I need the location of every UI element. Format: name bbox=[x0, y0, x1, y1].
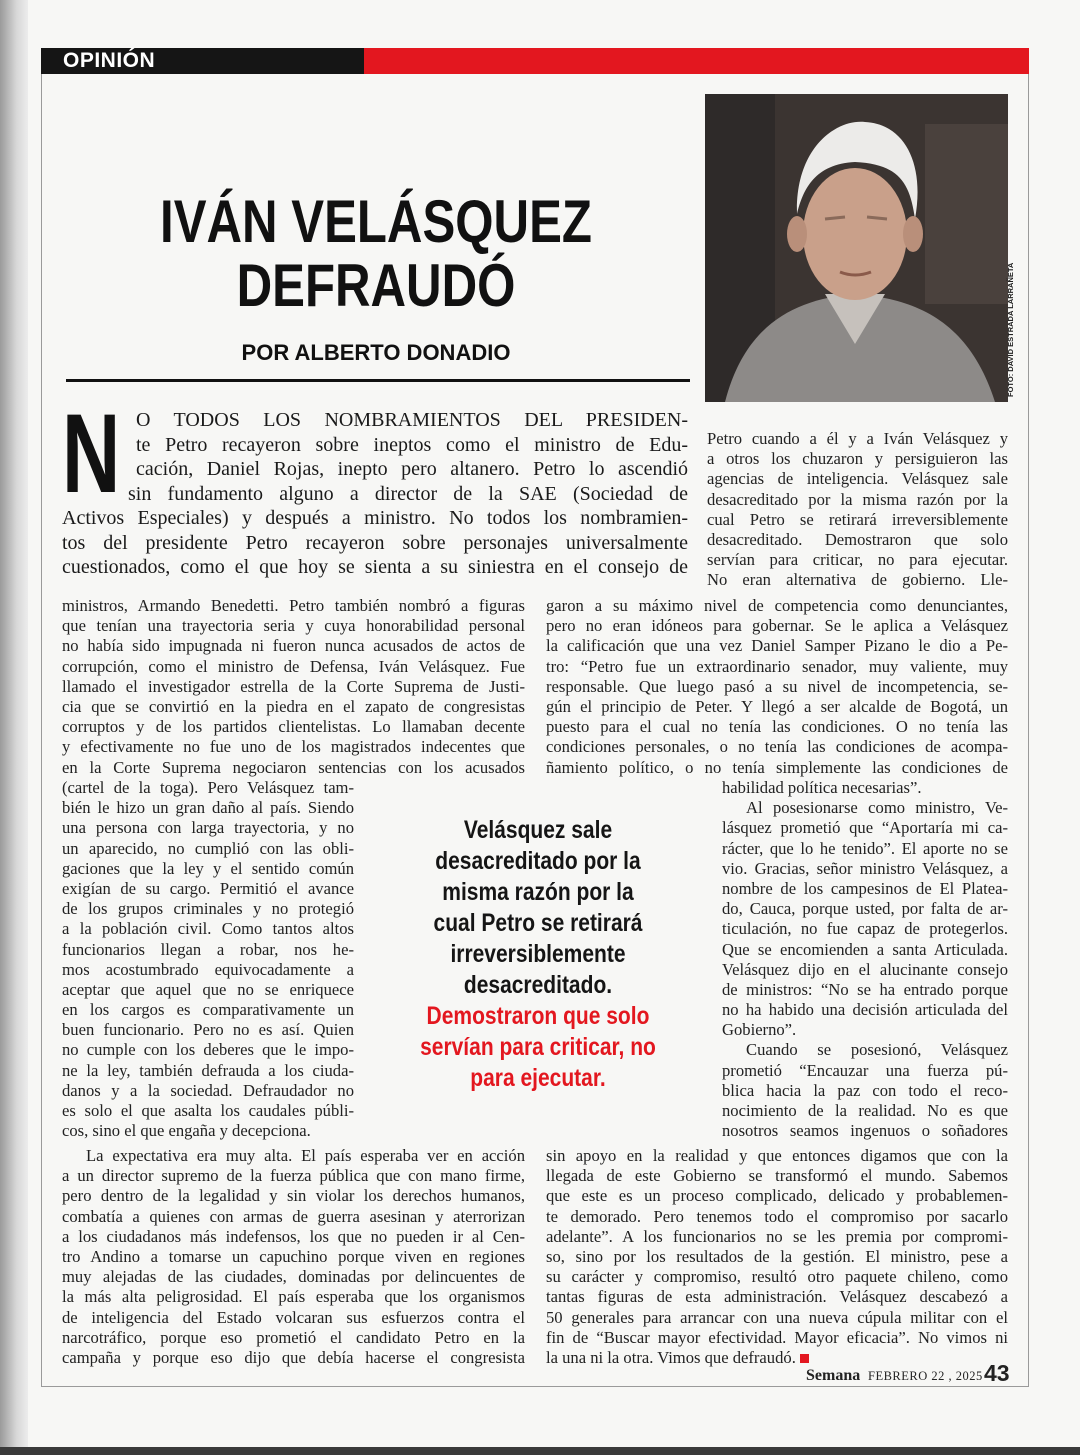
text-line: puesto para el cual no tenía las condiciones. O no tenía las bbox=[546, 717, 1008, 737]
text-line: Al posesionarse como ministro, Ve- bbox=[746, 798, 1008, 818]
text-line: de inteligencia del Estado volcaran sus esfuerzos contra el bbox=[62, 1307, 525, 1327]
text-line: funcionarios llegan a robar, nos he- bbox=[62, 939, 354, 959]
text-line: nosotros seamos ingenuos o soñadores bbox=[722, 1121, 1008, 1141]
text-line: ne la ley, también defrauda a los ciuda- bbox=[62, 1060, 354, 1080]
pull-quote-line: irreversiblemente bbox=[450, 940, 626, 968]
text-line: lásquez prometió que “Aportaría mi ca- bbox=[722, 818, 1008, 838]
text-line: de ministros: “No se ha entrado porque bbox=[722, 979, 1008, 999]
text-line: a los ciudadanos más indefensos, los que no pueden ir al Cen- bbox=[62, 1226, 525, 1246]
headline-line-2: DEFRAUDÓ bbox=[236, 252, 516, 319]
pull-quote-line: desacreditado por la bbox=[435, 847, 641, 875]
closing-line-text: la una ni la otra. Vimos que defraudó. bbox=[546, 1347, 796, 1367]
pull-quote-highlight-line: servían para criticar, no bbox=[420, 1033, 656, 1061]
text-line: so, sino por los resultados de la gestión. El ministro, pese a bbox=[546, 1246, 1008, 1266]
text-line: vio. Gracias, señor ministro Velásquez, a bbox=[722, 858, 1008, 878]
text-line: exigían de su cargo. Permitió el avance bbox=[62, 878, 354, 898]
text-line: a otros los chuzaron y persiguieron las bbox=[707, 449, 1008, 469]
author-subject-photo bbox=[705, 94, 1008, 402]
text-line: bién le hizo un gran daño al país. Siendo bbox=[62, 798, 354, 818]
text-line: en los cargos es comparativamente un bbox=[62, 1000, 354, 1020]
pull-quote-line: Velásquez sale bbox=[463, 816, 613, 844]
text-line: la más alta peligrosidad. El país esperaba que los organismos bbox=[62, 1287, 525, 1307]
right-column-top bbox=[707, 429, 1008, 591]
drop-cap: N bbox=[62, 391, 121, 516]
right-column-wide-1 bbox=[546, 596, 1008, 778]
left-column-wide-1 bbox=[62, 596, 525, 778]
section-label: OPINIÓN bbox=[63, 49, 156, 72]
text-line: su carácter y compromiso, resultó otro paquete chileno, como bbox=[546, 1267, 1008, 1287]
text-line: responsable. Que luego pasó a su nivel de incompetencia, se- bbox=[546, 676, 1008, 696]
text-line: (cartel de la toga). Pero Velásquez tam- bbox=[62, 778, 354, 797]
text-line: Velásquez dijo en el alucinante consejo bbox=[722, 959, 1008, 979]
text-line: Cuando se posesionó, Velásquez bbox=[746, 1040, 1008, 1060]
text-line: desacreditado. Demostraron que solo bbox=[707, 529, 1008, 549]
text-line: narcotráfico, porque eso prometió el candidato Petro en la bbox=[62, 1327, 525, 1347]
right-column-narrow bbox=[722, 778, 1008, 1141]
text-line: llegada de este Gobierno se transformó el mundo. Sabemos bbox=[546, 1166, 1008, 1186]
text-line: buen funcionario. Pero no es así. Quien bbox=[62, 1020, 354, 1040]
text-line: llamado el investigador estrella de la Corte Suprema de Justi- bbox=[62, 676, 525, 696]
text-line: ministros, Armando Benedetti. Petro también nombró a figuras bbox=[62, 596, 525, 615]
text-line: ñamiento político, o no tenía simplemente las condiciones de bbox=[546, 757, 1008, 777]
text-line: garon a su máximo nivel de competencia como denunciantes, bbox=[546, 596, 1008, 615]
text-line: gaciones que la ley y el sentido común bbox=[62, 858, 354, 878]
text-line: de los grupos criminales y no protegió bbox=[62, 899, 354, 919]
intro-line: cuestionados, como el que hoy se sienta a su siniestra en el consejo de bbox=[62, 556, 688, 578]
text-line: la calificación que una vez Daniel Samper Pizano le dio a Pe- bbox=[546, 636, 1008, 656]
text-line: danos y a la sociedad. Defraudador no bbox=[62, 1080, 354, 1100]
text-line: fin de “Buscar mayor efectividad. Mayor eficacia”. No vimos ni bbox=[546, 1327, 1008, 1347]
text-line: en la Corte Suprema negociaron sentencias con los acusados bbox=[62, 757, 525, 777]
pull-quote-line: desacreditado. bbox=[463, 971, 613, 999]
text-line: sin apoyo en la realidad y que entonces digamos que con la bbox=[546, 1146, 1008, 1165]
text-line: campaña y porque eso dijo que debía hacerse el congresista bbox=[62, 1347, 525, 1367]
text-line: mos acostumbrado equivocadamente a bbox=[62, 959, 354, 979]
text-line: combatía a quienes con armas de guerra asesinan y aterrorizan bbox=[62, 1206, 525, 1226]
article-byline: POR ALBERTO DONADIO bbox=[241, 340, 511, 365]
pull-quote-line: cual Petro se retirará bbox=[433, 909, 643, 937]
text-line: Petro cuando a él y a Iván Velásquez y bbox=[707, 429, 1008, 448]
section-header-bar bbox=[41, 48, 1029, 74]
text-line: servían para criticar, no para ejecutar. bbox=[707, 550, 1008, 570]
intro-line: Activos Especiales) y después a ministro. No todos los nombramien- bbox=[62, 507, 688, 529]
text-line: que tenían una trayectoria seria y cuya honorabilidad personal bbox=[62, 616, 525, 636]
intro-line: O TODOS LOS NOMBRAMIENTOS DEL PRESIDEN- bbox=[136, 409, 688, 431]
text-line: tro: “Petro fue un extraordinario senador, muy valiente, muy bbox=[546, 656, 1008, 676]
text-line: agencias de inteligencia. Velásquez sale bbox=[707, 469, 1008, 489]
text-line: y efectivamente no fue uno de los magistrados indecentes que bbox=[62, 737, 525, 757]
bottom-edge-strip bbox=[0, 1447, 1080, 1455]
left-column-wide-2 bbox=[62, 1146, 525, 1368]
text-line: te demorado. Pero tenemos todo el compromiso por sacarlo bbox=[546, 1206, 1008, 1226]
pull-quote bbox=[392, 815, 684, 1094]
right-column-wide-2 bbox=[546, 1146, 1008, 1368]
page-footer bbox=[806, 1362, 1016, 1390]
text-line: a un director supremo de la fuerza pública que con mano firme, bbox=[62, 1166, 525, 1186]
article-headline bbox=[122, 190, 630, 318]
text-line: nombre de los campesinos de El Platea- bbox=[722, 878, 1008, 898]
text-line: Gobierno”. bbox=[722, 1020, 797, 1040]
photo-credit: FOTO: DAVID ESTRADA LARRAÑETA bbox=[1006, 262, 1015, 398]
text-line: habilidad política necesarias”. bbox=[722, 778, 922, 797]
text-line: La expectativa era muy alta. El país esperaba ver en acción bbox=[86, 1146, 525, 1165]
headline-line-1: IVÁN VELÁSQUEZ bbox=[160, 188, 592, 255]
text-line: condiciones personales, o no tenía las condiciones de acompa- bbox=[546, 737, 1008, 757]
text-line: cos, sino el que engaña y decepciona. bbox=[62, 1121, 311, 1141]
text-line: 50 generales para arrancar con una nueva cúpula militar con el bbox=[546, 1307, 1008, 1327]
text-line: tantas figuras de esta administración. Velásquez descabezó a bbox=[546, 1287, 1008, 1307]
page-number: 43 bbox=[984, 1360, 1010, 1386]
left-column-narrow bbox=[62, 778, 354, 1141]
text-line: prometió “Encauzar una fuerza pú- bbox=[722, 1060, 1008, 1080]
text-line: pero dentro de la legalidad y sin violar los derechos humanos, bbox=[62, 1186, 525, 1206]
text-line: corruptos y de los partidos clientelistas. Lo llamaban decente bbox=[62, 717, 525, 737]
portrait-illustration bbox=[705, 94, 1008, 402]
text-line: rácter, que lo he tenido”. El aporte no se bbox=[722, 838, 1008, 858]
text-line: es solo el que asalta los caudales públi- bbox=[62, 1101, 354, 1120]
pull-quote-line: misma razón por la bbox=[442, 878, 634, 906]
intro-line: cación, Daniel Rojas, inepto pero altanero. Petro lo ascendió bbox=[136, 458, 688, 480]
text-line: cia que se convirtió en la piedra en el zapato de congresistas bbox=[62, 696, 525, 716]
text-line: do, Cauca, porque usted, por falta de ar- bbox=[722, 899, 1008, 919]
text-line: cual Petro se retirará irreversiblemente bbox=[707, 509, 1008, 529]
text-line: No eran alternativa de gobierno. Lle- bbox=[707, 570, 1008, 590]
text-line: adelante”. A los funcionarios no se les premia por compromi- bbox=[546, 1226, 1008, 1246]
page-spine-shadow bbox=[0, 0, 28, 1455]
text-line: nocimiento de la realidad. No es que bbox=[722, 1101, 1008, 1120]
intro-line: sin fundamento alguno a director de la SAE (Sociedad de bbox=[128, 482, 688, 505]
text-line: un aparecido, no cumplió con las obli- bbox=[62, 838, 354, 858]
pull-quote-highlight-line: Demostraron que solo bbox=[426, 1002, 650, 1030]
pull-quote-highlight-line: para ejecutar. bbox=[470, 1064, 606, 1092]
text-line: aceptar que aquel que no se enriquece bbox=[62, 979, 354, 999]
text-line: gún el principio de Peter. Y llegó a ser alcalde de Bogotá, un bbox=[546, 696, 1008, 716]
section-accent-bar bbox=[364, 48, 1029, 74]
text-line: no había sido impugnada ni fueron nunca acusados de actos de bbox=[62, 636, 525, 656]
intro-line: te Petro recayeron sobre ineptos como el ministro de Edu- bbox=[136, 433, 688, 456]
text-line: blica hacia la paz con todo el reco- bbox=[722, 1080, 1008, 1100]
text-line: a la población civil. Como tantos altos bbox=[62, 919, 354, 939]
text-line: ticulación, no fue capaz de protegerlos. bbox=[722, 919, 1008, 939]
text-line: tro Andino a tomarse un capuchino porque viven en regiones bbox=[62, 1246, 525, 1266]
magazine-name: Semana bbox=[806, 1367, 861, 1384]
text-line: desacreditado por la misma razón por la bbox=[707, 489, 1008, 509]
headline-rule bbox=[66, 379, 690, 382]
issue-date: FEBRERO 22 , 2025 bbox=[868, 1369, 983, 1383]
text-line: muy alejadas de las ciudades, dominadas por delincuentes de bbox=[62, 1267, 525, 1287]
text-line: Que se encomienden a santa Articulada. bbox=[722, 939, 1008, 959]
text-line: corrupción, como el ministro de Defensa, Iván Velásquez. Fue bbox=[62, 656, 525, 676]
intro-paragraph bbox=[62, 391, 688, 580]
text-line: una persona con larga trayectoria, y no bbox=[62, 818, 354, 838]
intro-line: tos del presidente Petro recayeron sobre personajes universalmente bbox=[62, 531, 688, 554]
text-line: que este es un proceso complicado, delicado y probablemen- bbox=[546, 1186, 1008, 1206]
text-line: no cumple con los deberes que le impo- bbox=[62, 1040, 354, 1060]
text-line: pero no eran idóneos para gobernar. Se le aplica a Velásquez bbox=[546, 616, 1008, 636]
text-line: no ha habido una decisión articulada del bbox=[722, 1000, 1008, 1020]
